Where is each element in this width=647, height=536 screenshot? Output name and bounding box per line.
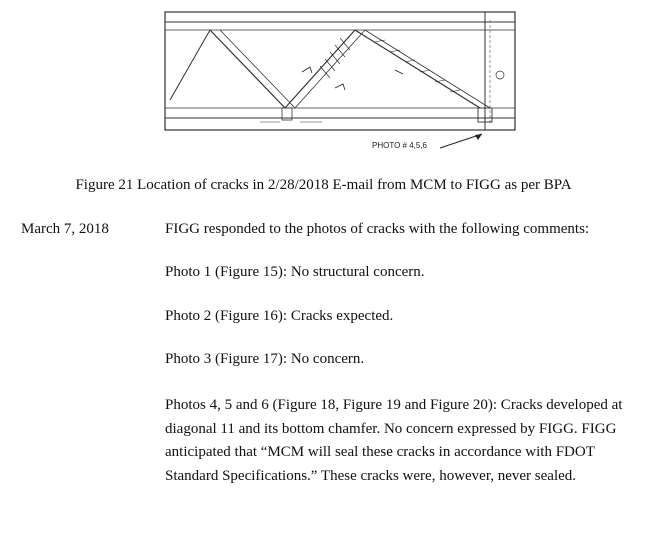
truss-drawing	[150, 0, 530, 160]
diagonal-left-a	[210, 30, 285, 108]
annotation-arrow-b	[335, 84, 345, 90]
photos456-paragraph: Photos 4, 5 and 6 (Figure 18, Figure 19 and Figure 20): Cracks developed at diagonal 11 and its bottom chamfer. No concern expressed by FIGG. FIGG anticipated that “MCM will seal these cracks in accordance with FDOT Standard Specifications.” These cracks were, however, never sealed.	[165, 397, 623, 484]
photo-pointer-arrowhead	[475, 134, 482, 140]
diagonal-right-a	[355, 30, 480, 108]
diagonal-right-b	[365, 30, 490, 108]
photo-label-text: PHOTO # 4,5,6	[372, 141, 427, 150]
photo3-paragraph: Photo 3 (Figure 17): No concern.	[165, 351, 365, 367]
entry-date: March 7, 2018	[21, 221, 109, 237]
annotation-arrow-c	[395, 70, 403, 74]
intro-paragraph: FIGG responded to the photos of cracks with the following comments:	[165, 221, 590, 237]
photo2-paragraph: Photo 2 (Figure 16): Cracks expected.	[165, 308, 394, 324]
diagonal-left-c	[170, 30, 210, 100]
diagonal-center-a	[285, 30, 355, 108]
diagonal-center-b	[295, 30, 365, 108]
photo1-paragraph: Photo 1 (Figure 15): No structural concern.	[165, 264, 425, 280]
annotation-arrow-a	[302, 67, 312, 73]
diagonal-left-b	[220, 30, 295, 108]
figure-caption: Figure 21 Location of cracks in 2/28/2018 E-mail from MCM to FIGG as per BPA	[75, 177, 572, 193]
truss-diagram	[150, 0, 530, 160]
marker-circle	[496, 71, 504, 79]
